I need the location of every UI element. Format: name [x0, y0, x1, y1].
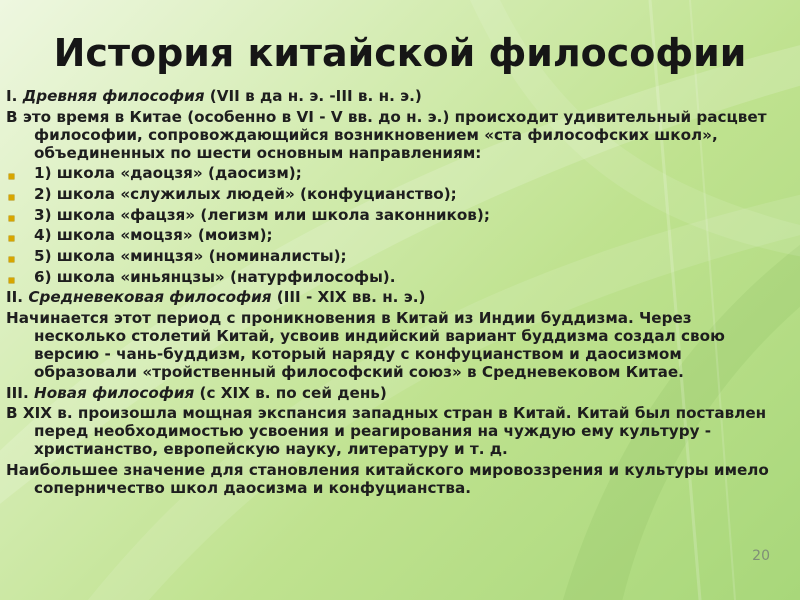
section-heading-modern — [6, 385, 782, 403]
medieval-paragraph: Начинается этот период с проникновения в Китай из Индии буддизма. Через несколько столетий Китай, усвоив индийский вариант буддизма создал свою версию - чань-буддизм, который наряду с конфуцианством и даосизмом образовали «тройственный философский союз» в Средневековом Китае. — [6, 309, 725, 381]
school-label: 2) школа «служилых людей» (конфуцианство); — [34, 184, 457, 203]
school-label: 4) школа «моцзя» (моизм); — [34, 226, 273, 245]
square-bullet-icon — [9, 195, 14, 200]
section-roman-numeral: III. — [6, 383, 29, 402]
square-bullet-icon — [9, 257, 14, 262]
slide-content — [6, 88, 782, 500]
school-label: 1) школа «даоцзя» (даосизм); — [34, 164, 302, 183]
conclusion-paragraph: Наибольшее значение для становления китайского мировоззрения и культуры имело соперничество школ даосизма и конфуцианства. — [6, 460, 769, 497]
section-period: (III - XIX вв. н. э.) — [276, 288, 426, 307]
ancient-intro-paragraph: В это время в Китае (особенно в VI - V вв. до н. э.) происходит удивительный расцвет философии, сопровождающийся возникновением «ста философских школ», объединенных по шести основным направлениям: — [6, 107, 767, 162]
square-bullet-icon — [9, 278, 14, 283]
list-item-school — [8, 248, 782, 266]
square-bullet-icon — [9, 236, 14, 241]
list-item-school — [8, 207, 782, 225]
section-name: Древняя философия — [22, 87, 205, 105]
section-period: (VII в да н. э. -III в. н. э.) — [209, 87, 422, 105]
list-item-school — [8, 227, 782, 245]
school-label: 3) школа «фацзя» (легизм или школа законников); — [34, 205, 490, 224]
section-period: (с XIX в. по сей день) — [199, 383, 387, 402]
section-roman-numeral: II. — [6, 288, 24, 307]
list-item-school — [8, 269, 782, 287]
slide-title: История китайской философии — [53, 31, 747, 75]
list-item-school — [8, 186, 782, 204]
square-bullet-icon — [9, 174, 14, 179]
school-label: 5) школа «минцзя» (номиналисты); — [34, 247, 347, 266]
section-heading-ancient — [6, 88, 782, 106]
slide-number: 20 — [752, 548, 770, 564]
modern-paragraph: В XIX в. произошла мощная экспансия западных стран в Китай. Китай был поставлен перед необходимостью усвоения и реагирования на чуждую ему культуру - христианство, европейскую науку, литературу и т. д. — [6, 404, 767, 459]
section-heading-medieval — [6, 289, 782, 307]
school-label: 6) школа «иньянцзы» (натурфилософы). — [34, 267, 396, 286]
section-roman-numeral: I. — [6, 87, 18, 105]
list-item-school — [8, 165, 782, 183]
section-name: Средневековая философия — [28, 288, 272, 307]
section-name: Новая философия — [34, 383, 195, 402]
square-bullet-icon — [9, 216, 14, 221]
